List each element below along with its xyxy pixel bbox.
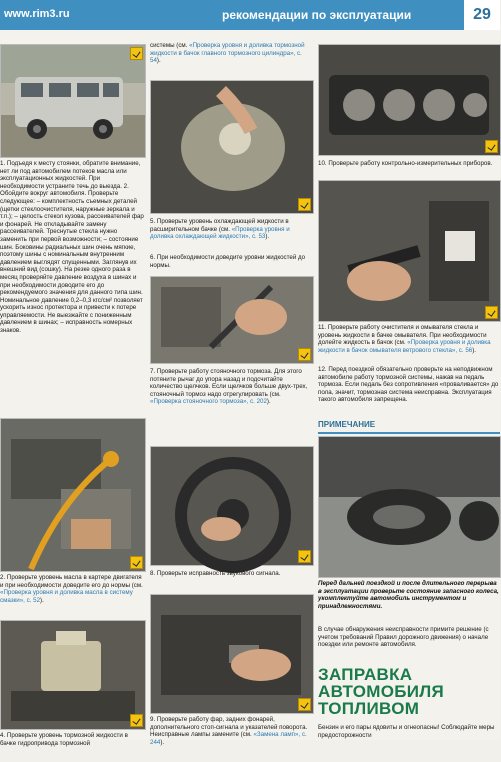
column-left [0, 32, 145, 747]
link-parking-brake[interactable]: «Проверка стояночного тормоза», с. 202 [150, 398, 267, 406]
photo-marker-icon [298, 348, 311, 361]
link-lamp-replace[interactable]: «Замена ламп», с. 244 [150, 731, 307, 746]
column-right [318, 32, 500, 740]
photo-steering-wheel [150, 446, 314, 566]
photo-wiper-switch [318, 180, 501, 322]
section-title: рекомендации по эксплуатации [222, 8, 412, 22]
page-number: 29 [464, 0, 500, 30]
link-coolant-check[interactable]: «Проверка уровня и доливка охлаждающей жидкости», с. 53 [150, 225, 290, 241]
photo-coolant-tank [150, 80, 314, 214]
caption-step-11: 11. Проверьте работу очистителя и омывателя стекла и уровень жидкости в бачке омывателя. При необходимости долейте жидкость в бачок (см. «Проверка уровня и доливка жидкости в бачок омывателя ветрового стекла», с. 56). [318, 324, 491, 354]
caption-step-6: 6. При необходимости доведите уровни жидкостей до нормы. [150, 254, 306, 269]
column-middle [150, 32, 313, 746]
photo-marker-icon [298, 550, 311, 563]
photo-instrument-cluster [318, 44, 501, 156]
photo-parking-brake [150, 276, 314, 364]
photo-marker-icon [298, 698, 311, 711]
photo-brake-fluid [0, 620, 146, 730]
caption-step-10: 10. Проверьте работу контрольно-измерительных приборов. [318, 160, 493, 167]
photo-marker-icon [130, 556, 143, 569]
photo-marker-icon [130, 47, 143, 60]
caption-step-9: 9. Проверьте работу фар, задних фонарей, дополнительного стоп-сигнала и указателей поворота. Неисправные лампы замените (см. «Замена ламп», с. 244). [150, 716, 308, 746]
note-heading: ПРИМЕЧАНИЕ [318, 420, 500, 434]
photo-van [0, 44, 146, 158]
paragraph-refueling: Бензин и его пары ядовиты и огнеопасны! Соблюдайте меры предосторожности [318, 724, 495, 739]
page-header [0, 0, 500, 30]
caption-step-4-continued: системы (см. «Проверка уровня и доливка тормозной жидкости в бачок главного тормозного цилиндра», с. 54). [150, 42, 305, 65]
note-text: Перед дальней поездкой и после длительного перерыва в эксплуатации проверьте состояние запасного колеса, укомплектуйте автомобиль инструментом и принадлежностями. [318, 580, 499, 610]
caption-step-2: 2. Проверьте уровень масла в картере двигателя и при необходимости доведите его до нормы (см. «Проверка уровня и доливка масла в систему смазки», с. 52). [0, 574, 143, 604]
caption-step-4: 4. Проверьте уровень тормозной жидкости в бачке гидропривода тормозной [0, 732, 128, 747]
photo-marker-icon [485, 140, 498, 153]
caption-step-8: 8. Проверьте исправность звукового сигнала. [150, 570, 281, 577]
site-url[interactable]: www.rim3.ru [4, 8, 70, 20]
caption-step-12: 12. Перед поездкой обязательно проверьте на неподвижном автомобиле работу тормозной системы, нажав на педаль тормоза. Если педаль без сопротивления «проваливается» до пола, значит, тормозная система неисправна. Эксплуатация такого автомобиля запрещена. [318, 366, 499, 404]
link-oil-check[interactable]: «Проверка уровня и доливка масла в систему смазки», с. 52 [0, 589, 133, 604]
photo-light-switch [150, 594, 314, 714]
link-brake-fluid[interactable]: «Проверка уровня и доливка тормозной жидкости в бачок главного тормозного цилиндра», с. 54 [150, 42, 305, 65]
photo-oil-dipstick [0, 418, 146, 572]
photo-marker-icon [298, 198, 311, 211]
photo-spare-wheel [318, 436, 501, 578]
caption-step-5: 5. Проверьте уровень охлаждающей жидкости в расширительном бачке (см. «Проверка уровня и доливка охлаждающей жидкости», с. 53). [150, 218, 290, 241]
intro-text: 1. Подъедя к месту стоянки, обратите внимание, нет ли под автомобилем потеков масла или эксплуатационных жидкостей. При необходимости устраните течь до выезда. 2. Обойдите вокруг автомобиля. Проверьте следующее: – комплектность съемных деталей (щетки стеклоочистителя, наружные зеркала и т.п.); – целость стекол кузова, рассеивателей фар и фонарей. Не откладывайте замену рассеивателей. Треснутые стекла нужно заменить при первой возможности; – состояние шин. Боковины радиальных шин очень мягкие, поэтому шины с номинальным внутренним давлением выглядят спущенными. Заглянув их внешний вид (сошку). На резке одного раза в месяц проверяйте давление воздуха в шинах и при необходимости доводите его до рекомендуемого значения для данного типа шин. Номинальное давление 0,2–0,3 кгс/см² позволяет ускорить износ протектора и привести к потере управляемости. Не выезжайте с пониженным давлением в шинах; – исправность номерных знаков. [0, 160, 144, 335]
section-heading-refueling: ЗАПРАВКА АВТОМОБИЛЯ ТОПЛИВОМ [318, 665, 445, 718]
photo-marker-icon [130, 714, 143, 727]
paragraph-after-note: В случае обнаружения неисправности примите решение (с учетом требований Правил дорожного движения) о начале поездки или ремонте автомобиля. [318, 626, 489, 649]
caption-step-7: 7. Проверьте работу стояночного тормоза. Для этого потяните рычаг до упора назад и подсчитайте количество щелчков. Если щелчков больше двух-трех, стояночный тормоз надо отрегулировать (см. «Проверка стояночного тормоза», с. 202). [150, 368, 308, 406]
link-washer-fluid[interactable]: «Проверка уровня и доливка жидкости в бачок омывателя ветрового стекла», с. 56 [318, 339, 491, 354]
photo-marker-icon [485, 306, 498, 319]
